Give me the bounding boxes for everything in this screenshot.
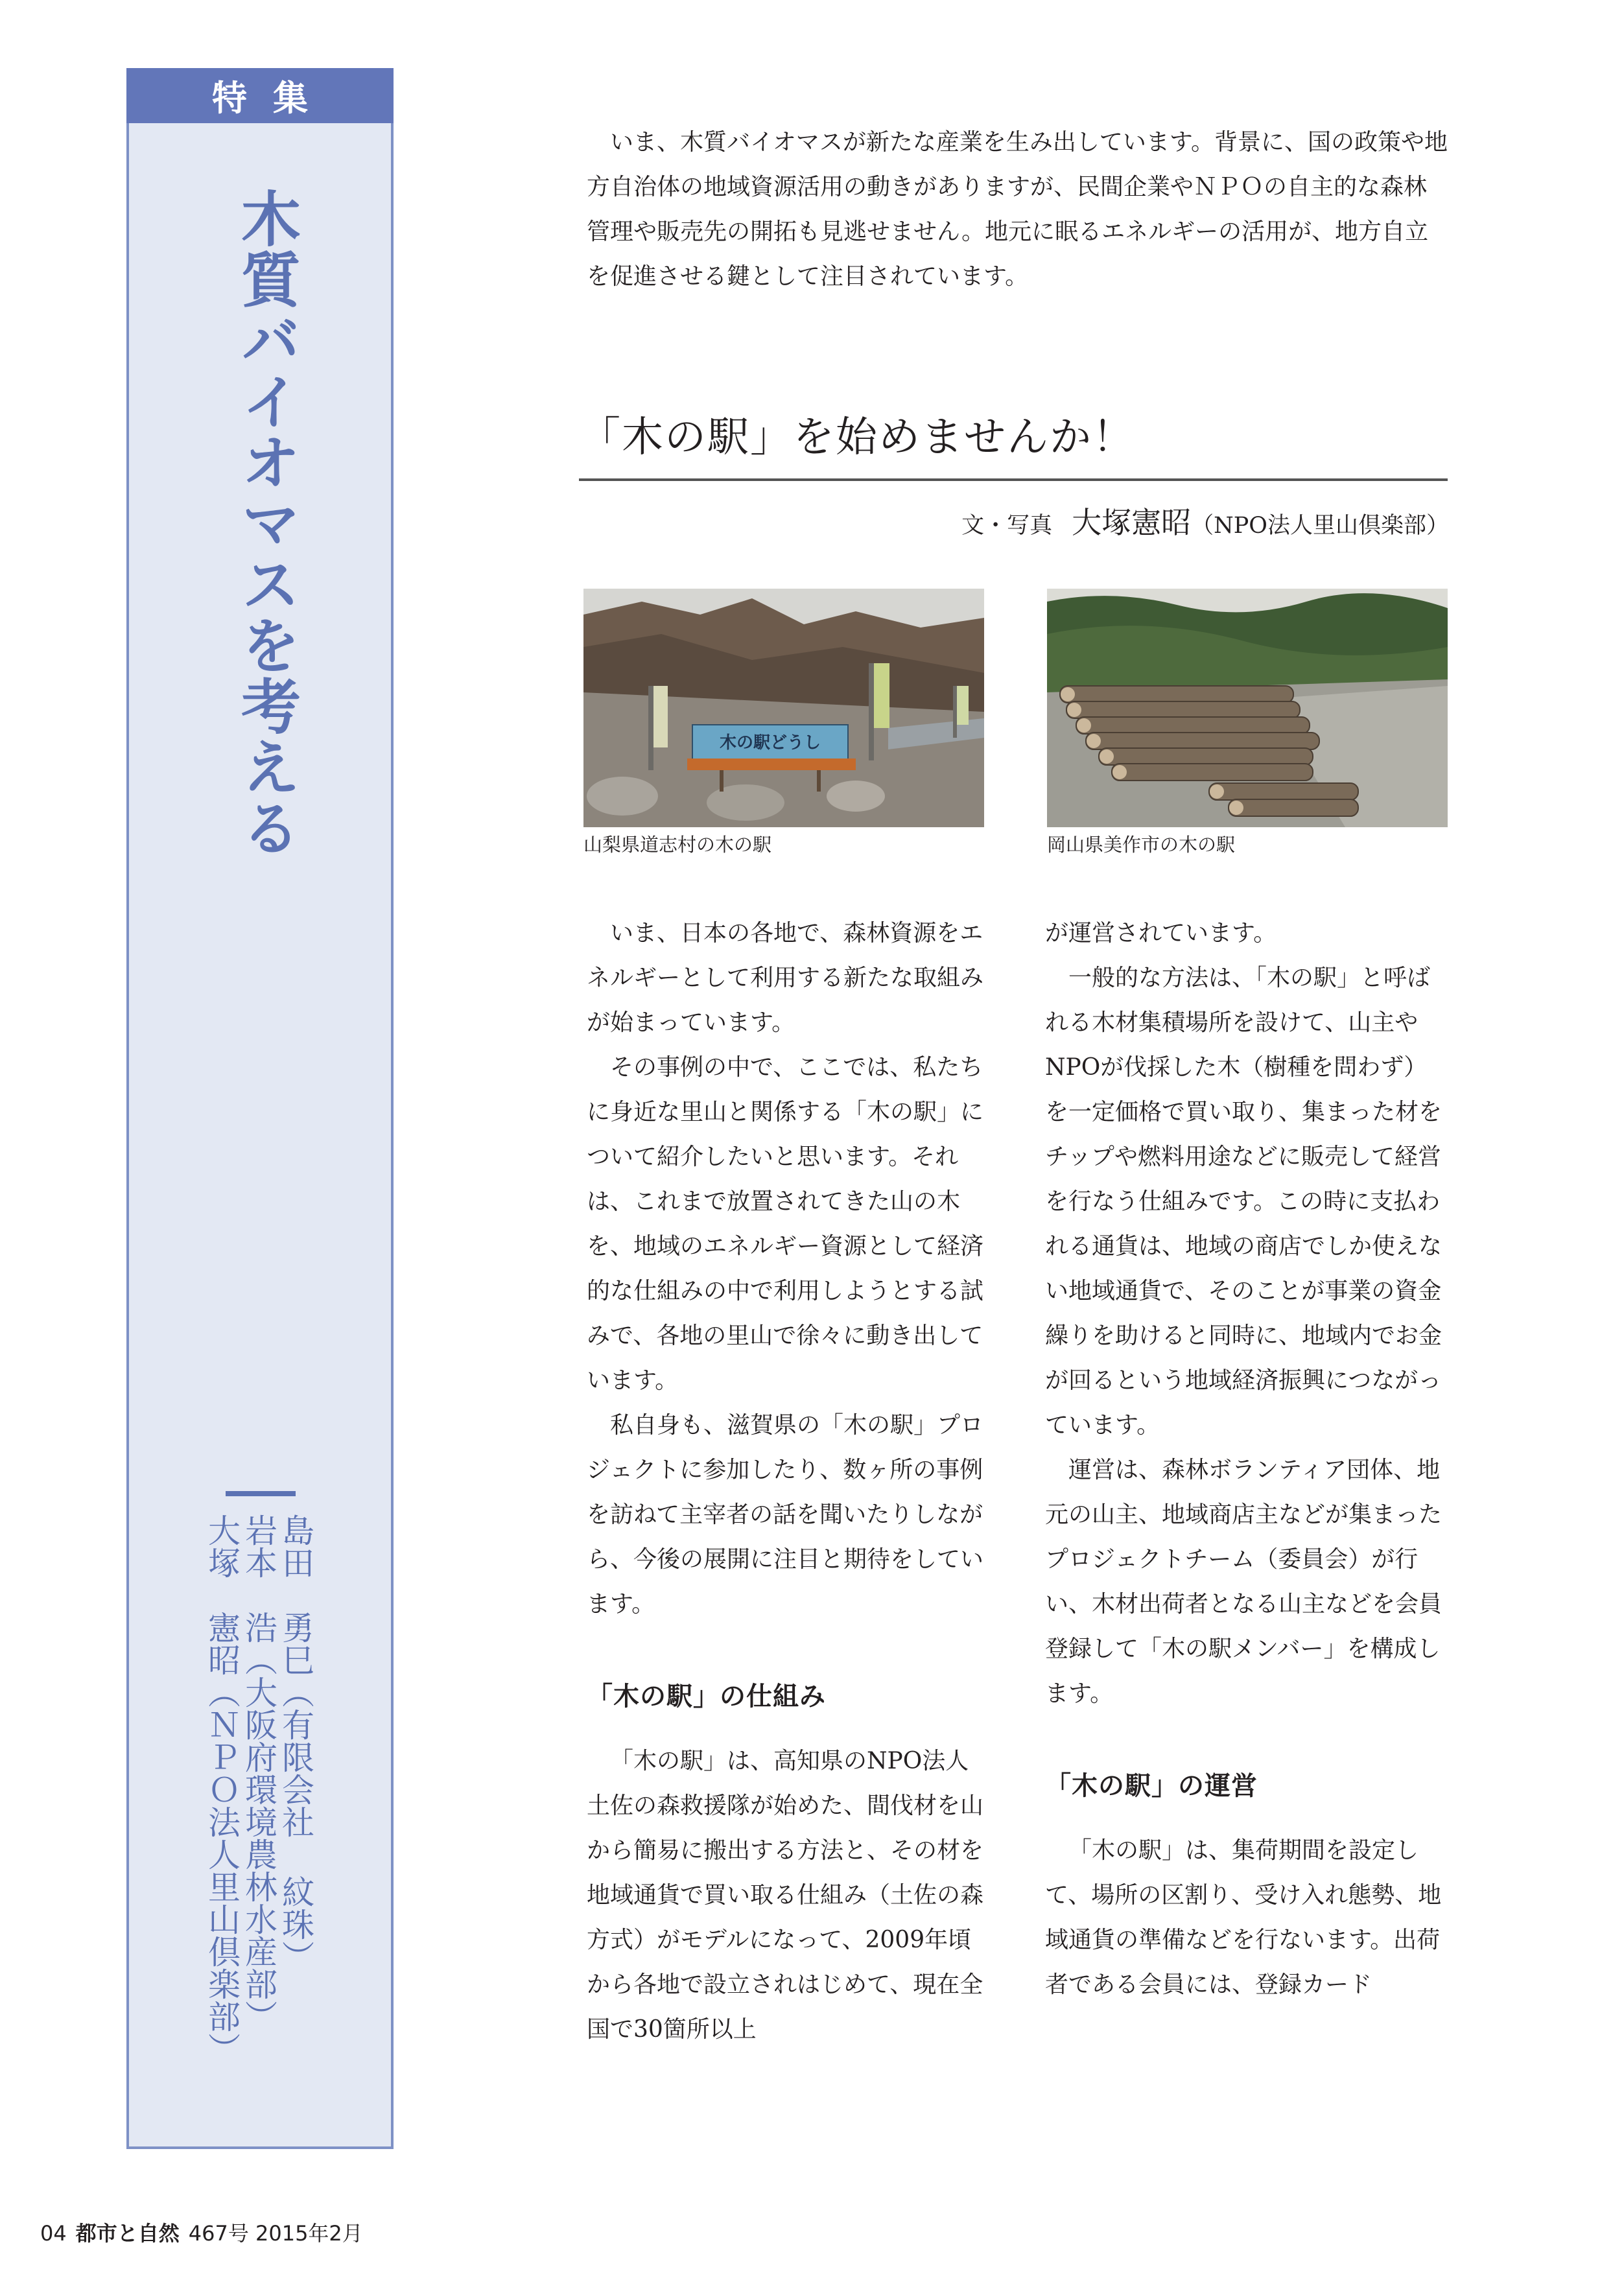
byline [961, 499, 1449, 542]
col1-paragraph-4: 「木の駅」は、高知県のNPO法人土佐の森救援隊が始めた、間伐材を山から簡易に搬出する方法と、その材を地域通貨で買い取る仕組み（土佐の森方式）がモデルになって、2009年頃から各地で設立されはじめて、現在全国で30箇所以上 [587, 1748, 984, 2043]
subhead-operation: 「木の駅」の運営 [1045, 1771, 1258, 1801]
photo-doshi-caption: 山梨県道志村の木の駅 [583, 834, 772, 856]
col1-paragraph-3: 私自身も、滋賀県の「木の駅」プロジェクトに参加したり、数ヶ所の事例を訪ねて主宰者の話を聞いたりしながら、今後の展開に注目と期待をしています。 [587, 1412, 984, 1617]
col2-paragraph-2: 一般的な方法は、「木の駅」と呼ばれる木材集積場所を設けて、山主やNPOが伐採した木（樹種を問わず）を一定価格で買い取り、集まった材をチップや燃料用途などに販売して経営を行なう仕組みです。この時に支払われる通貨は、地域の商店でしか使えない地域通貨で、そのことが事業の資金繰りを助けると同時に、地域内でお金が回るという地域経済振興につながっています。 [1045, 965, 1442, 1439]
body-column-2 [1045, 911, 1450, 2007]
feature-label: 特集 [126, 68, 394, 123]
magazine-name: 都市と自然 [75, 2221, 180, 2246]
intro-paragraph: いま、木質バイオマスが新たな産業を生み出しています。背景に、国の政策や地方自治体の地域資源活用の動きがありますが、民間企業やＮＰＯの自主的な森林管理や販売先の開拓も見逃せません。地元に眠るエネルギーの活用が、地方自立を促進させる鍵として注目されています。 [587, 129, 1448, 290]
col2-paragraph-3: 運営は、森林ボランティア団体、地元の山主、地域商店主などが集まったプロジェクトチーム（委員会）が行い、木材出荷者となる山主などを会員登録して「木の駅メンバー」を構成します。 [1045, 1457, 1442, 1707]
body-column-1 [587, 911, 992, 2052]
col2-paragraph-4: 「木の駅」は、集荷期間を設定して、場所の区割り、受け入れ態勢、地域通貨の準備などを行ないます。出荷者である会員には、登録カード [1045, 1837, 1442, 1998]
sign-text: 木の駅どうし [719, 733, 821, 753]
col2-paragraph-1: が運営されています。 [1045, 920, 1277, 946]
photo-mimasaka-caption: 岡山県美作市の木の駅 [1047, 834, 1236, 856]
author-iwamoto: 岩本 浩（大阪府環境農林水産部） [240, 1514, 277, 2032]
page-number: 04 [40, 2221, 67, 2246]
author-rule [226, 1491, 296, 1496]
byline-name: 大塚憲昭 [1072, 505, 1192, 540]
issue-info: 467号 2015年2月 [188, 2221, 363, 2246]
photo-doshi [583, 589, 984, 827]
col1-paragraph-2: その事例の中で、ここでは、私たちに身近な里山と関係する「木の駅」について紹介したいと思います。それは、これまで放置されてきた山の木を、地域のエネルギー資源として経済的な仕組みの中で利用しようとする試みで、各地の里山で徐々に動き出しています。 [587, 1054, 984, 1394]
feature-title: 木質バイオマスを考える [231, 188, 301, 858]
col1-paragraph-1: いま、日本の各地で、森林資源をエネルギーとして利用する新たな取組みが始まっています。 [587, 920, 984, 1036]
article-title: 「木の駅」を始めませんか！ [579, 402, 1448, 481]
author-otsuka: 大塚 憲昭（ＮＰＯ法人里山倶楽部） [203, 1514, 241, 2065]
subhead-mechanism: 「木の駅」の仕組み [587, 1682, 826, 1711]
author-shimada: 島田 勇巳（有限会社 紋珠） [277, 1514, 314, 1973]
page-footer [40, 2217, 363, 2247]
byline-prefix: 文・写真 [961, 513, 1053, 539]
photo-mimasaka [1047, 589, 1448, 827]
byline-org: （NPO法人里山倶楽部） [1191, 513, 1449, 539]
